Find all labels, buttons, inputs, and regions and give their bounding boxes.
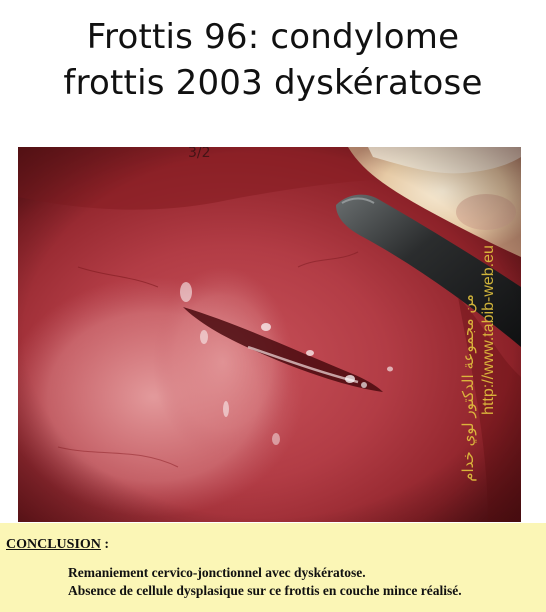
slide-title bbox=[0, 14, 546, 106]
watermark-arabic: من مجموعة الدكتور لوي خدام bbox=[459, 294, 477, 482]
colposcopy-photo bbox=[18, 147, 521, 522]
cytology-report bbox=[0, 523, 546, 612]
watermark-url: http://www.tabib-web.eu bbox=[480, 245, 497, 415]
conclusion-colon: : bbox=[100, 537, 110, 552]
conclusion-label: CONCLUSION bbox=[6, 537, 101, 552]
title-line-2: frottis 2003 dyskératose bbox=[63, 63, 483, 103]
report-heading bbox=[6, 537, 109, 553]
report-line-1: Remaniement cervico-jonctionnel avec dyskératose. bbox=[68, 565, 366, 580]
report-line-2: Absence de cellule dysplasique sur ce frottis en couche mince réalisé. bbox=[68, 583, 462, 598]
title-line-1: Frottis 96: condylome bbox=[86, 17, 460, 57]
colposcopy-image bbox=[18, 147, 521, 522]
